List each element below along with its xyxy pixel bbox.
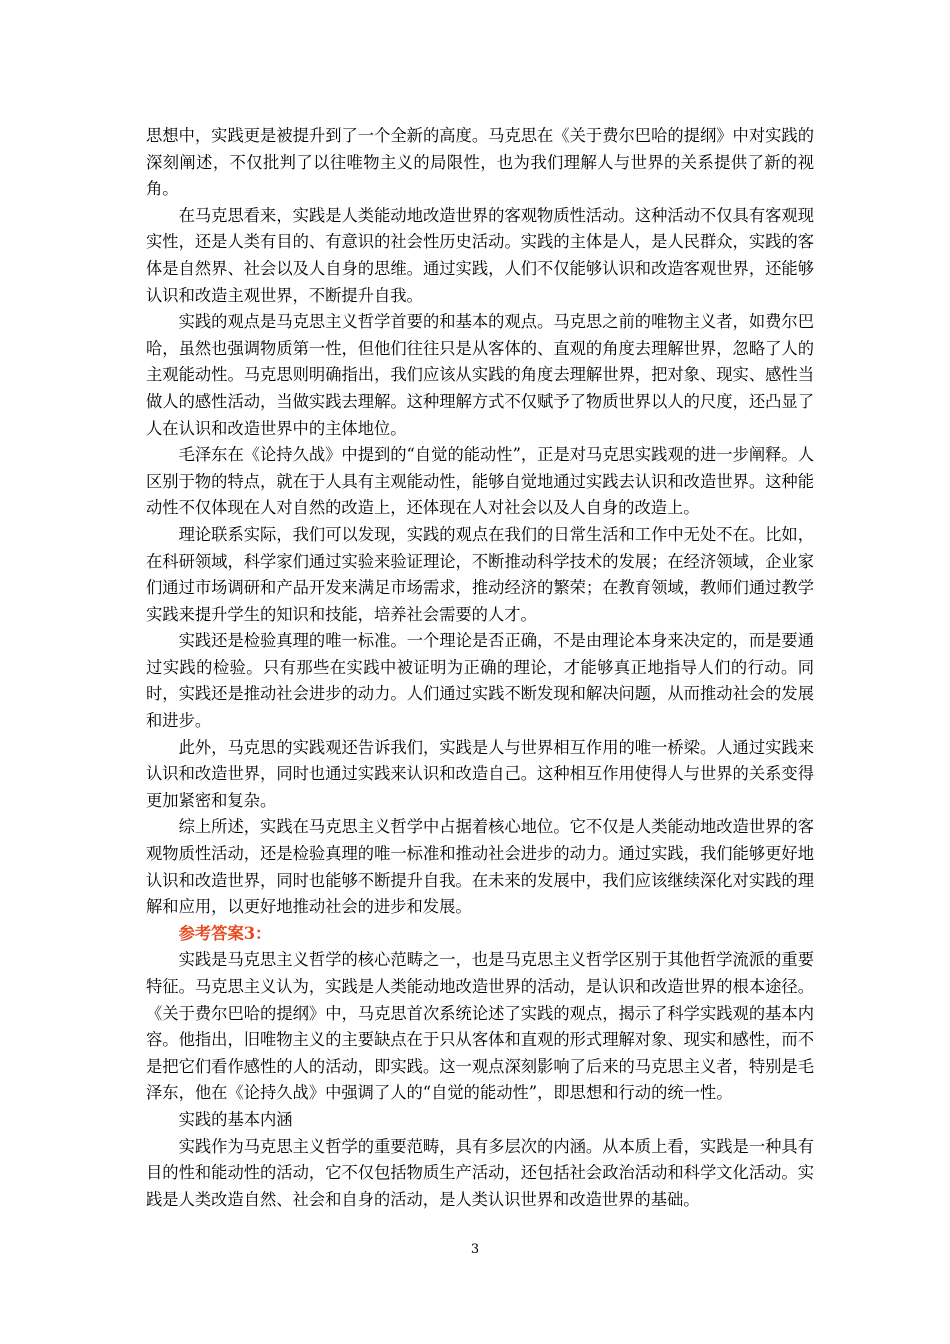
page-number: 3 — [470, 1242, 480, 1257]
paragraph: 综上所述，实践在马克思主义哲学中占据着核心地位。它不仅是人类能动地改造世界的客观物质性活动，还是检验真理的唯一标准和推动社会进步的动力。通过实践，我们能够更好地认识和改造世界，同时也能够不断提升自我。在未来的发展中，我们应该继续深化对实践的理解和应用，以更好地推动社会的进步和发展。 — [146, 817, 814, 917]
paragraph: 在马克思看来，实践是人类能动地改造世界的客观物质性活动。这种活动不仅具有客观现实性，还是人类有目的、有意识的社会性历史活动。实践的主体是人，是人民群众，实践的客体是自然界、社会以及人自身的思维。通过实践，人们不仅能够认识和改造客观世界，还能够认识和改造主观世界，不断提升自我。 — [146, 205, 814, 305]
paragraph-continuation: 思想中，实践更是被提升到了一个全新的高度。马克思在《关于费尔巴哈的提纲》中对实践的深刻阐述，不仅批判了以往唯物主义的局限性，也为我们理解人与世界的关系提供了新的视角。 — [146, 126, 814, 199]
section-subheading: 实践的基本内涵 — [178, 1109, 293, 1129]
paragraph: 毛泽东在《论持久战》中提到的“自觉的能动性”，正是对马克思实践观的进一步阐释。人区别于物的特点，就在于人具有主观能动性，能够自觉地通过实践去认识和改造世界。这种能动性不仅体现在人对自然的改造上，还体现在人对社会以及人自身的改造上。 — [146, 445, 814, 518]
answer-paragraph: 实践是马克思主义哲学的核心范畴之一，也是马克思主义哲学区别于其他哲学流派的重要特征。马克思主义认为，实践是人类能动地改造世界的活动，是认识和改造世界的根本途径。《关于费尔巴哈的提纲》中，马克思首次系统论述了实践的观点，揭示了科学实践观的基本内容。他指出，旧唯物主义的主要缺点在于只从客体和直观的形式理解对象、现实和感性，而不是把它们看作感性的人的活动，即实践。这一观点深刻影响了后来的马克思主义者，特别是毛泽东，他在《论持久战》中强调了人的“自觉的能动性”，即思想和行动的统一性。 — [146, 950, 814, 1103]
paragraph: 实践作为马克思主义哲学的重要范畴，具有多层次的内涵。从本质上看，实践是一种具有目的性和能动性的活动，它不仅包括物质生产活动，还包括社会政治活动和科学文化活动。实践是人类改造自然、社会和自身的活动，是人类认识世界和改造世界的基础。 — [146, 1136, 814, 1209]
answer-heading: 参考答案3： — [178, 923, 272, 943]
paragraph: 实践的观点是马克思主义哲学首要的和基本的观点。马克思之前的唯物主义者，如费尔巴哈，虽然也强调物质第一性，但他们往往只是从客体的、直观的角度去理解世界，忽略了人的主观能动性。马克思则明确指出，我们应该从实践的角度去理解世界，把对象、现实、感性当做人的感性活动，当做实践去理解。这种理解方式不仅赋予了物质世界以人的尺度，还凸显了人在认识和改造世界中的主体地位。 — [146, 312, 814, 438]
document-body — [146, 123, 814, 1213]
paragraph: 理论联系实际，我们可以发现，实践的观点在我们的日常生活和工作中无处不在。比如，在科研领域，科学家们通过实验来验证理论，不断推动科学技术的发展；在经济领域，企业家们通过市场调研和产品开发来满足市场需求，推动经济的繁荣；在教育领域，教师们通过教学实践来提升学生的知识和技能，培养社会需要的人才。 — [146, 524, 814, 624]
paragraph: 此外，马克思的实践观还告诉我们，实践是人与世界相互作用的唯一桥梁。人通过实践来认识和改造世界，同时也通过实践来认识和改造自己。这种相互作用使得人与世界的关系变得更加紧密和复杂。 — [146, 737, 814, 810]
paragraph: 实践还是检验真理的唯一标准。一个理论是否正确，不是由理论本身来决定的，而是要通过实践的检验。只有那些在实践中被证明为正确的理论，才能够真正地指导人们的行动。同时，实践还是推动社会进步的动力。人们通过实践不断发现和解决问题，从而推动社会的发展和进步。 — [146, 631, 814, 731]
